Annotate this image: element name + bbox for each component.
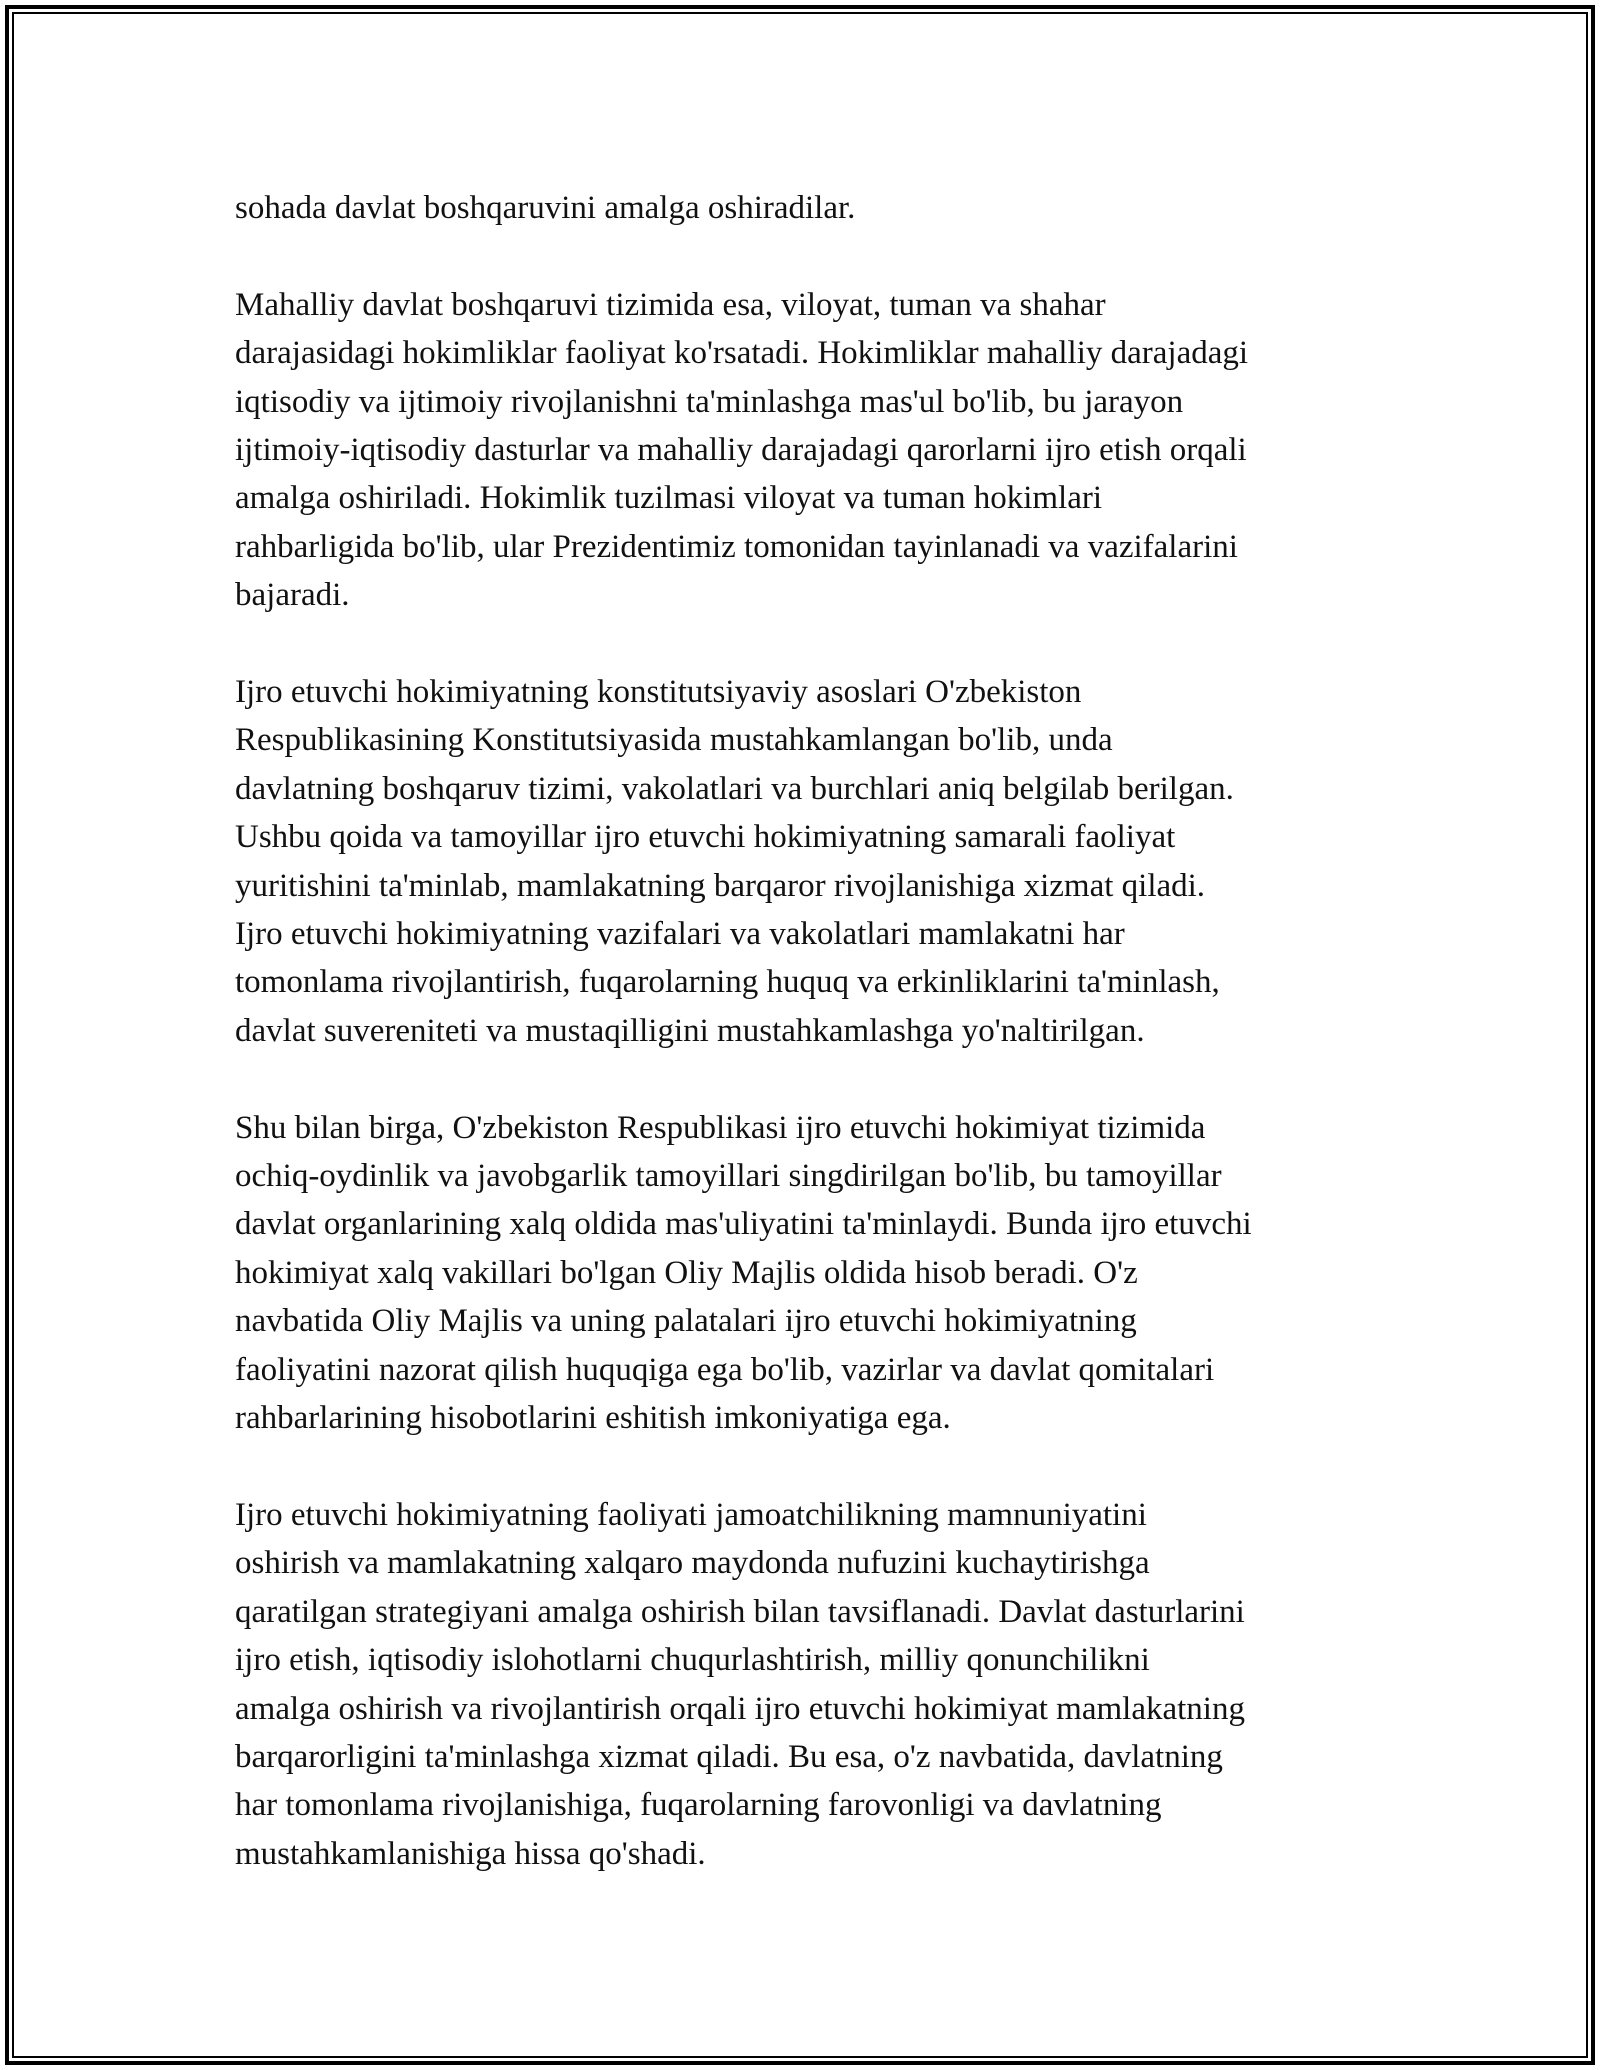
text-line: iqtisodiy va ijtimoiy rivojlanishni ta'minlashga mas'ul bo'lib, bu jarayon	[235, 383, 1184, 420]
paragraph-4	[235, 1104, 1375, 1443]
text-line: ochiq-oydinlik va javobgarlik tamoyillari singdirilgan bo'lib, bu tamoyillar	[235, 1158, 1222, 1195]
paragraph-5	[235, 1491, 1375, 1878]
text-line: amalga oshiriladi. Hokimlik tuzilmasi viloyat va tuman hokimlari	[235, 480, 1103, 517]
paragraph-2	[235, 281, 1375, 620]
text-line: rahbarligida bo'lib, ular Prezidentimiz tomonidan tayinlanadi va vazifalarini	[235, 528, 1238, 565]
text-line: yuritishini ta'minlab, mamlakatning barqaror rivojlanishiga xizmat qiladi.	[235, 867, 1206, 904]
text-line: davlat suvereniteti va mustaqilligini mustahkamlashga yo'naltirilgan.	[235, 1012, 1145, 1049]
text-line: mustahkamlanishiga hissa qo'shadi.	[235, 1835, 706, 1872]
text-line: Ushbu qoida va tamoyillar ijro etuvchi hokimiyatning samarali faoliyat	[235, 819, 1176, 856]
text-line: bajaradi.	[235, 577, 350, 614]
text-line: Shu bilan birga, O'zbekiston Respublikasi ijro etuvchi hokimiyat tizimida	[235, 1109, 1206, 1146]
text-line: ijro etish, iqtisodiy islohotlarni chuqurlashtirish, milliy qonunchilikni	[235, 1642, 1150, 1679]
text-line: Mahalliy davlat boshqaruvi tizimida esa, viloyat, tuman va shahar	[235, 286, 1106, 323]
text-line: amalga oshirish va rivojlantirish orqali ijro etuvchi hokimiyat mamlakatning	[235, 1690, 1245, 1727]
text-line: hokimiyat xalq vakillari bo'lgan Oliy Majlis oldida hisob beradi. O'z	[235, 1254, 1138, 1291]
paragraph-3	[235, 668, 1375, 1055]
text-line: Ijro etuvchi hokimiyatning konstitutsiyaviy asoslari O'zbekiston	[235, 674, 1082, 711]
text-line: oshirish va mamlakatning xalqaro maydonda nufuzini kuchaytirishga	[235, 1545, 1150, 1582]
text-line: davlat organlarining xalq oldida mas'uliyatini ta'minlaydi. Bunda ijro etuvchi	[235, 1206, 1252, 1243]
text-line: qaratilgan strategiyani amalga oshirish bilan tavsiflanadi. Davlat dasturlarini	[235, 1593, 1245, 1630]
text-line: Ijro etuvchi hokimiyatning faoliyati jamoatchilikning mamnuniyatini	[235, 1496, 1147, 1533]
document-body	[235, 184, 1375, 1927]
text-line: navbatida Oliy Majlis va uning palatalari ijro etuvchi hokimiyatning	[235, 1303, 1137, 1340]
text-line: har tomonlama rivojlanishiga, fuqarolarning farovonligi va davlatning	[235, 1787, 1162, 1824]
text-line: darajasidagi hokimliklar faoliyat ko'rsatadi. Hokimliklar mahalliy darajadagi	[235, 335, 1249, 372]
text-line: tomonlama rivojlantirish, fuqarolarning huquq va erkinliklarini ta'minlash,	[235, 964, 1220, 1001]
text-line: faoliyatini nazorat qilish huquqiga ega bo'lib, vazirlar va davlat qomitalari	[235, 1351, 1215, 1388]
text-line: ijtimoiy-iqtisodiy dasturlar va mahalliy darajadagi qarorlarni ijro etish orqali	[235, 432, 1247, 469]
text-line: Ijro etuvchi hokimiyatning vazifalari va vakolatlari mamlakatni har	[235, 916, 1125, 953]
text-line: Respublikasining Konstitutsiyasida mustahkamlangan bo'lib, unda	[235, 722, 1113, 759]
text-line: davlatning boshqaruv tizimi, vakolatlari va burchlari aniq belgilab berilgan.	[235, 770, 1234, 807]
paragraph-1	[235, 184, 1375, 232]
text-line: barqarorligini ta'minlashga xizmat qiladi. Bu esa, o'z navbatida, davlatning	[235, 1738, 1223, 1775]
text-line: sohada davlat boshqaruvini amalga oshiradilar.	[235, 190, 856, 226]
text-line: rahbarlarining hisobotlarini eshitish imkoniyatiga ega.	[235, 1400, 951, 1437]
